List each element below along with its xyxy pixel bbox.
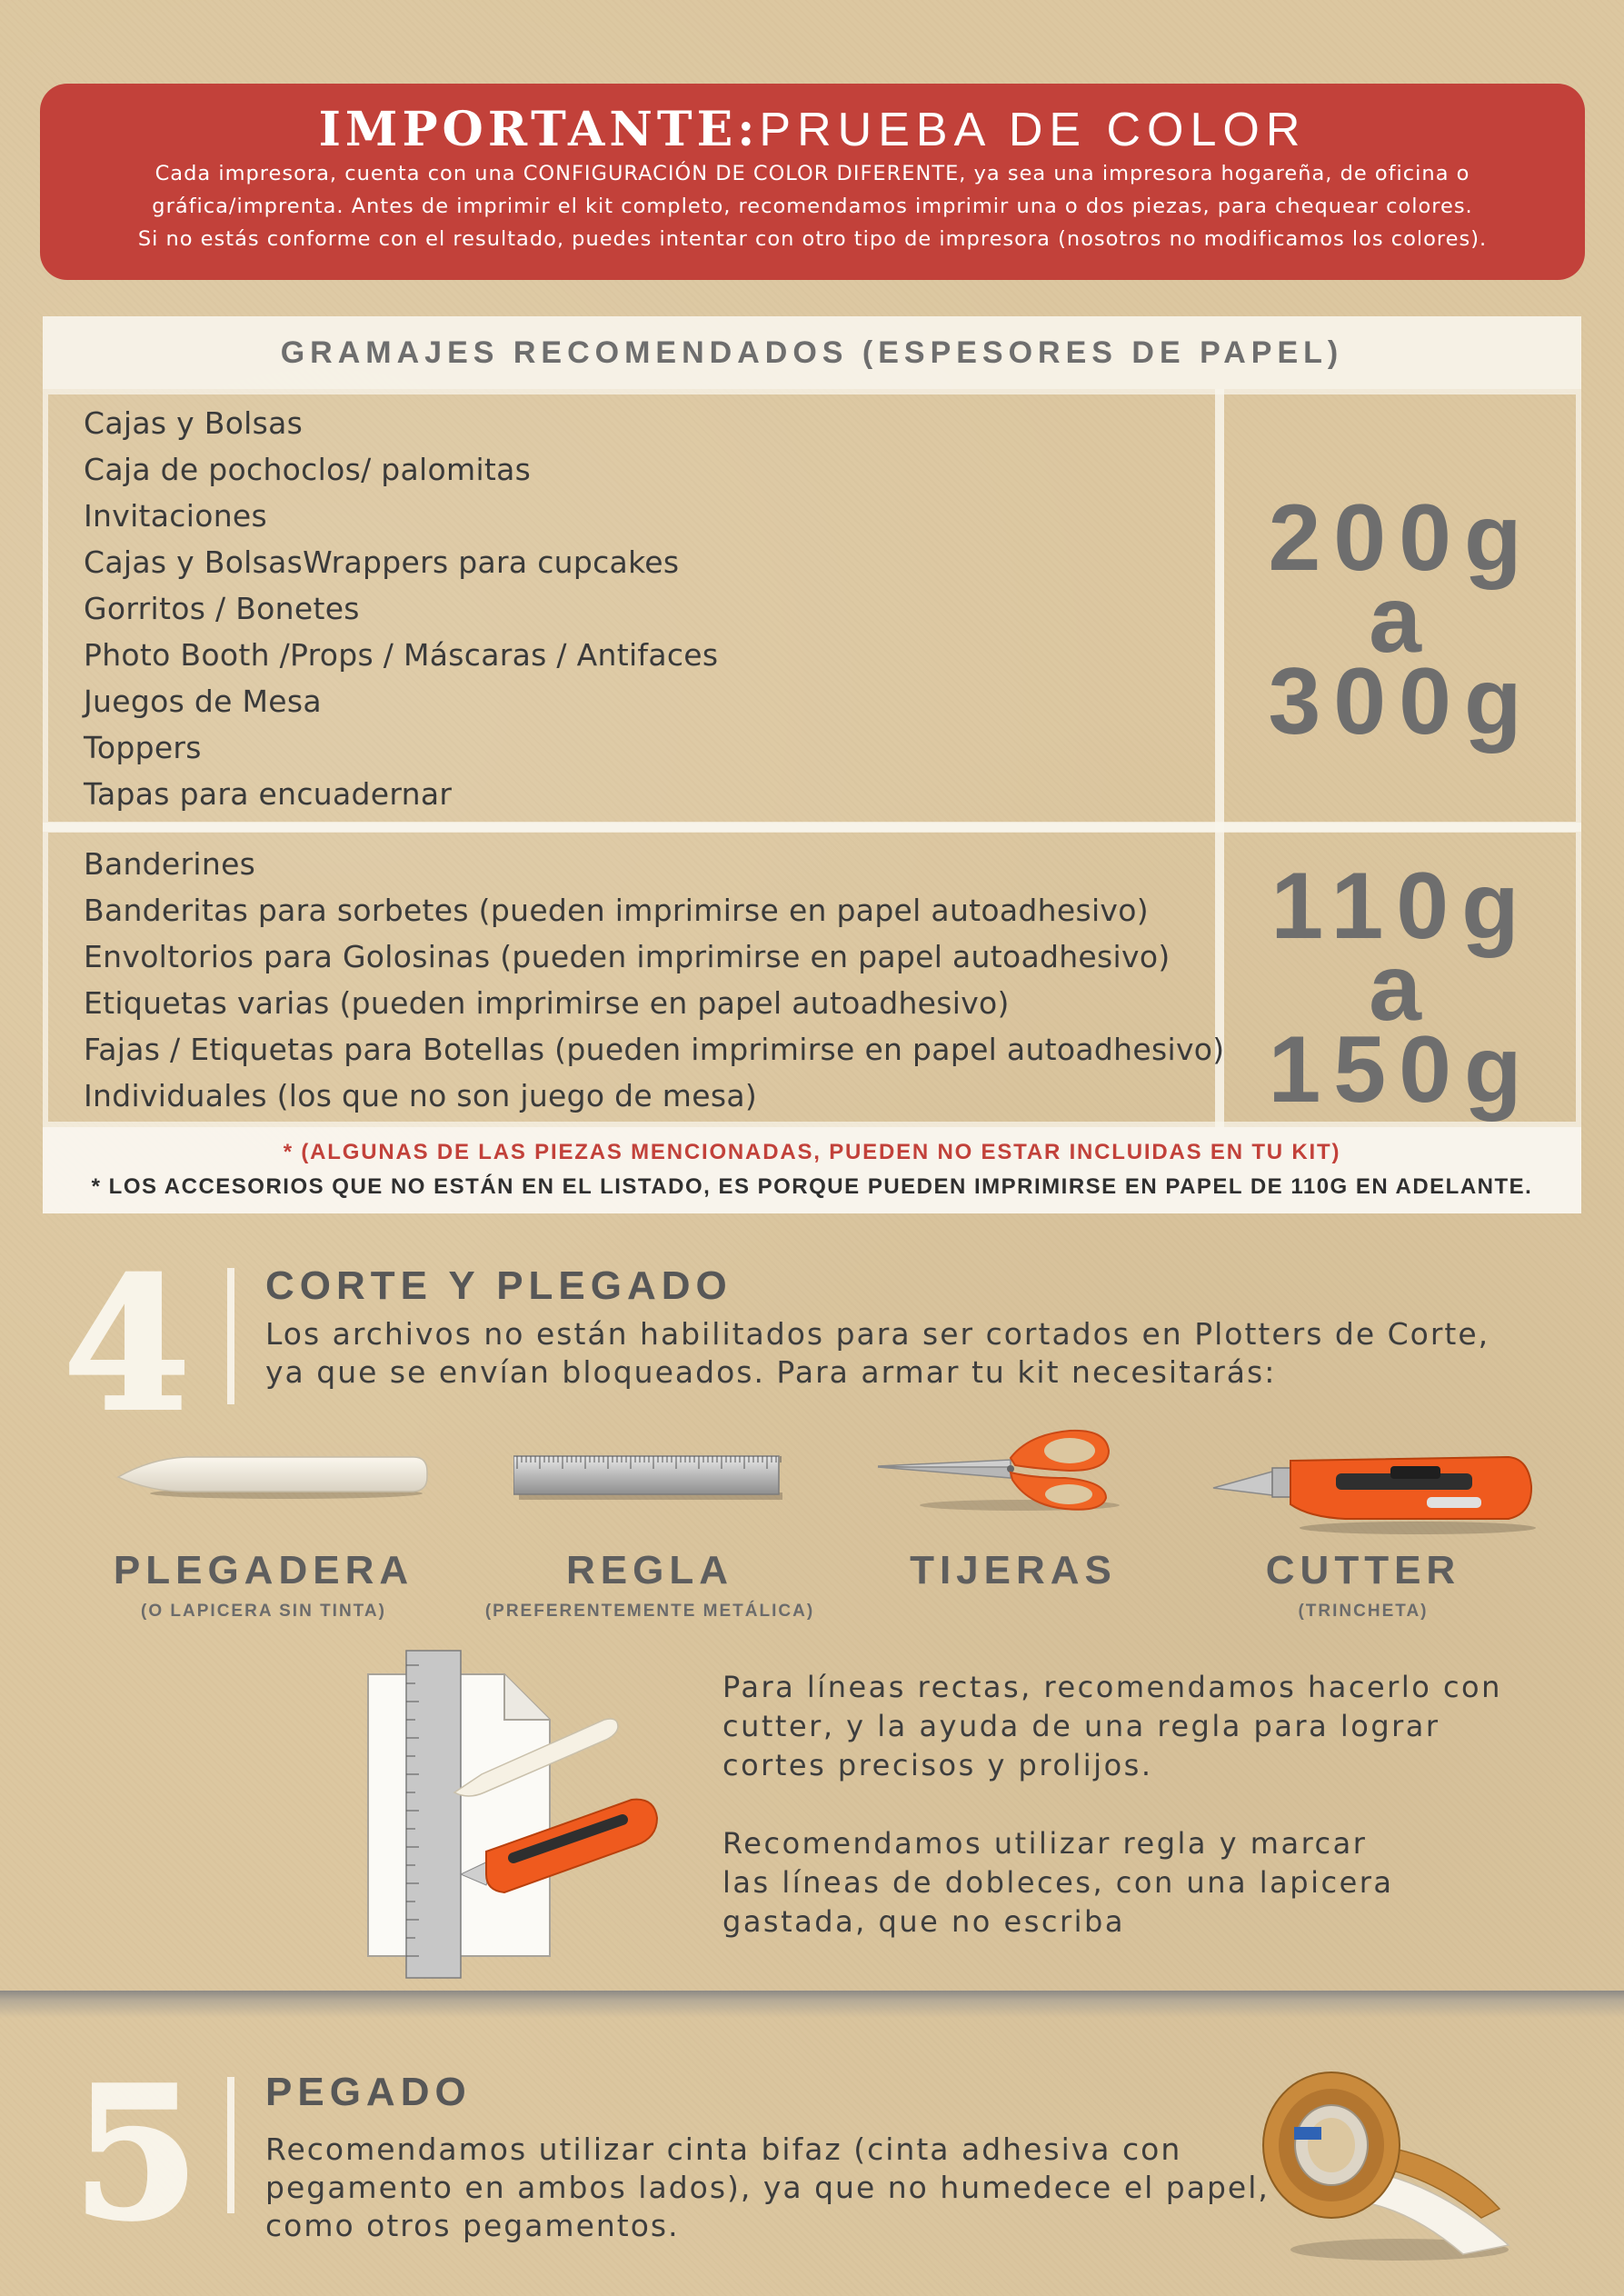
tool-label-plegadera: PLEGADERA xyxy=(113,1548,414,1592)
important-title-bold: IMPORTANTE: xyxy=(318,102,760,157)
list-item: Fajas / Etiquetas para Botellas (pueden imprimirse en papel autoadhesivo) xyxy=(84,1032,1225,1067)
list-item: Gorritos / Bonetes xyxy=(84,591,360,626)
list-item: Photo Booth /Props / Máscaras / Antifaces xyxy=(84,637,719,673)
tip-line: Recomendamos utilizar regla y marcar xyxy=(722,1826,1368,1861)
gramajes-list-1 xyxy=(84,400,718,817)
ruler-icon xyxy=(513,1452,786,1511)
tool-label-tijeras: TIJERAS xyxy=(910,1548,1117,1592)
tip-line: Para líneas rectas, recomendamos hacerlo con xyxy=(722,1670,1502,1704)
important-banner xyxy=(40,84,1585,280)
list-item: Cajas y BolsasWrappers para cupcakes xyxy=(84,544,680,580)
step-5-text-line: pegamento en ambos lados), ya que no humedece el papel, xyxy=(265,2170,1270,2205)
step-4-title: CORTE Y PLEGADO xyxy=(265,1263,732,1308)
important-title-rest: PRUEBA DE COLOR xyxy=(759,104,1307,156)
tip-line: gastada, que no escriba xyxy=(722,1904,1125,1939)
gramajes-row-divider xyxy=(43,823,1581,832)
cutting-illustration xyxy=(359,1647,668,1987)
list-item: Banderitas para sorbetes (pueden imprimirse en papel autoadhesivo) xyxy=(84,893,1149,928)
gramajes-notes xyxy=(43,1127,1581,1213)
scissors-icon xyxy=(874,1425,1129,1520)
important-title xyxy=(40,102,1585,157)
list-item: Caja de pochoclos/ palomitas xyxy=(84,452,532,487)
weight-from: 110g xyxy=(1270,854,1532,959)
cutter-icon xyxy=(1209,1441,1545,1544)
cutting-tips xyxy=(722,1668,1502,1942)
tool-sub-cutter: (TRINCHETA) xyxy=(1298,1602,1429,1621)
tip-gap xyxy=(722,1785,1502,1824)
weight-from: 200g xyxy=(1268,485,1535,591)
important-line: Cada impresora, cuenta con una CONFIGURACIÓN DE COLOR DIFERENTE, ya sea una impresora hogareña, de oficina o xyxy=(154,162,1470,185)
step-5-text-line: Recomendamos utilizar cinta bifaz (cinta adhesiva con xyxy=(265,2131,1182,2167)
tip-line: cortes precisos y prolijos. xyxy=(722,1748,1153,1782)
step-5-number: 5 xyxy=(73,2047,200,2261)
step-5-bar xyxy=(227,2077,234,2213)
weight-separator: a xyxy=(1369,567,1434,673)
list-item: Juegos de Mesa xyxy=(84,684,322,719)
important-line: Si no estás conforme con el resultado, puedes intentar con otro tipo de impresora (nosotros no modificamos los colores). xyxy=(137,227,1488,251)
step-5-text-line: como otros pegamentos. xyxy=(265,2208,680,2243)
step-4-text-line: ya que se envían bloqueados. Para armar tu kit necesitarás: xyxy=(265,1354,1277,1390)
double-sided-tape-icon xyxy=(1254,2063,1527,2276)
step-5-title: PEGADO xyxy=(265,2070,472,2114)
tool-sub-regla: (PREFERENTEMENTE METÁLICA) xyxy=(484,1602,815,1621)
tool-label-cutter: CUTTER xyxy=(1265,1548,1461,1592)
list-item: Envoltorios para Golosinas (pueden imprimirse en papel autoadhesivo) xyxy=(84,939,1171,974)
tool-label-regla: REGLA xyxy=(566,1548,733,1592)
step-4-number: 4 xyxy=(64,1238,191,1452)
list-item: Tapas para encuadernar xyxy=(84,776,453,812)
section-divider xyxy=(0,1991,1624,2018)
list-item: Cajas y Bolsas xyxy=(84,405,304,441)
list-item: Invitaciones xyxy=(84,498,268,534)
gramajes-title: GRAMAJES RECOMENDADOS (ESPESORES DE PAPEL) xyxy=(43,316,1581,389)
gramajes-list-2 xyxy=(84,841,1224,1119)
weight-to: 150g xyxy=(1268,1017,1535,1123)
list-item: Etiquetas varias (pueden imprimirse en papel autoadhesivo) xyxy=(84,985,1010,1021)
step-4-bar xyxy=(227,1268,234,1404)
weight-range-2 xyxy=(1224,854,1579,1123)
bone-folder-icon xyxy=(114,1450,432,1508)
list-item: Individuales (los que no son juego de mesa) xyxy=(84,1078,758,1113)
weight-separator: a xyxy=(1369,935,1434,1041)
weight-to: 300g xyxy=(1268,649,1535,754)
important-line: gráfica/imprenta. Antes de imprimir el kit completo, recomendamos imprimir una o dos piezas, para chequear colores. xyxy=(152,195,1473,218)
list-item: Toppers xyxy=(84,730,202,765)
list-item: Banderines xyxy=(84,846,256,882)
step-4-text-line: Los archivos no están habilitados para ser cortados en Plotters de Corte, xyxy=(265,1316,1490,1352)
note-accessories: * LOS ACCESORIOS QUE NO ESTÁN EN EL LISTADO, ES PORQUE PUEDEN IMPRIMIRSE EN PAPEL DE 110G EN ADELANTE. xyxy=(91,1174,1533,1199)
tip-line: las líneas de dobleces, con una lapicera xyxy=(722,1865,1394,1900)
tool-sub-plegadera: (O LAPICERA SIN TINTA) xyxy=(141,1602,386,1621)
note-not-included: * (ALGUNAS DE LAS PIEZAS MENCIONADAS, PUEDEN NO ESTAR INCLUIDAS EN TU KIT) xyxy=(283,1140,1341,1164)
tip-line: cutter, y la ayuda de una regla para lograr xyxy=(722,1709,1440,1743)
weight-range-1 xyxy=(1224,485,1579,754)
